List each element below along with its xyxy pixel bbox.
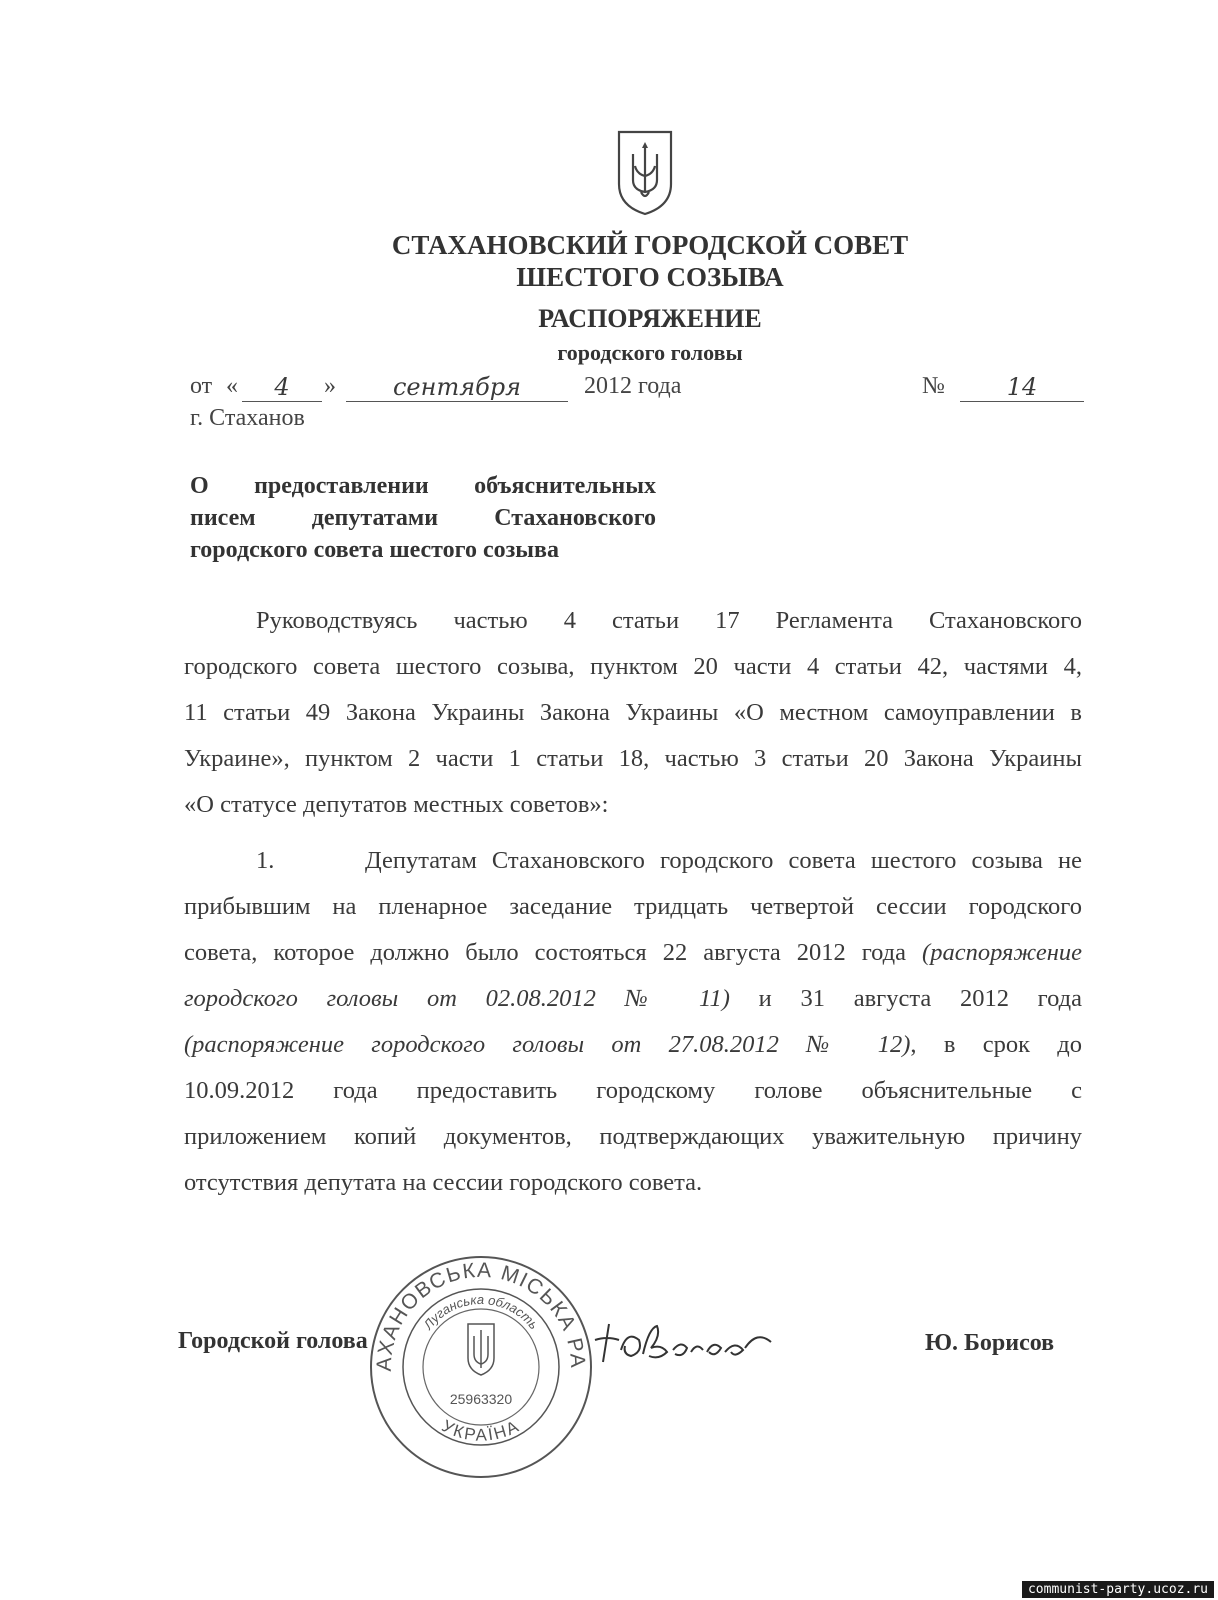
svg-text:Луганська область: Луганська область (420, 1291, 542, 1333)
date-number-line (190, 373, 1110, 413)
clause-line: отсутствия депутата на сессии городского совета. (184, 1169, 703, 1196)
clause-line: городского головы от 02.08.2012 № 11) и 31 августа 2012 года (184, 985, 1082, 1012)
clause-line: совета, которое должно было состояться 22 августа 2012 года (распоряжение (184, 939, 1082, 966)
handwritten-signature (585, 1300, 785, 1380)
preamble-line: Украине», пунктом 2 части 1 статьи 18, частью 3 статьи 20 Закона Украины (184, 745, 1082, 772)
trident-emblem-icon (613, 128, 677, 216)
from-label: от (190, 373, 213, 399)
preamble-line: «О статусе депутатов местных советов»: (184, 791, 609, 818)
close-quote: » (324, 373, 336, 399)
source-watermark: communist-party.ucoz.ru (1022, 1581, 1214, 1598)
signatory-name: Ю. Борисов (925, 1330, 1055, 1356)
preamble-line: 11 статьи 49 Закона Украины Закона Украины «О местном самоуправлении в (184, 699, 1082, 726)
document-subject (190, 470, 656, 566)
clause-line: 1. Депутатам Стахановского городского совета шестого созыва не (256, 847, 1082, 874)
preamble-line: городского совета шестого созыва, пунктом 20 части 4 статьи 42, частями 4, (184, 653, 1082, 680)
council-convocation: ШЕСТОГО СОЗЫВА (516, 262, 784, 292)
subject-line: О предоставлении объяснительных (190, 473, 656, 499)
number-label: № (922, 373, 945, 399)
clause-line: прибывшим на пленарное заседание тридцать четвертой сессии городского (184, 893, 1082, 920)
subject-line: городского совета шестого созыва (190, 537, 559, 563)
clause-line: (распоряжение городского головы от 27.08.2012 № 12), в срок до (184, 1031, 1082, 1058)
signatory-position: Городской голова (178, 1328, 368, 1354)
date-year: 2012 года (584, 373, 682, 399)
subject-line: писем депутатами Стахановского (190, 505, 656, 531)
city-name: г. Стаханов (190, 405, 305, 431)
document-type: РАСПОРЯЖЕНИЕ (538, 304, 762, 333)
document-subtype: городского головы (557, 340, 743, 365)
open-quote: « (226, 373, 238, 399)
date-day: 4 (242, 373, 322, 402)
svg-text:25963320: 25963320 (449, 1391, 513, 1407)
preamble-line: Руководствуясь частью 4 статьи 17 Регламента Стахановского (256, 607, 1082, 634)
document-body (184, 598, 1082, 1206)
council-title: СТАХАНОВСКИЙ ГОРОДСКОЙ СОВЕТ (391, 230, 909, 260)
clause-line: 10.09.2012 года предоставить городскому голове объяснительные с (184, 1077, 1082, 1104)
date-month: сентября (346, 373, 568, 402)
document-number: 14 (960, 373, 1084, 402)
official-seal (368, 1254, 594, 1480)
clause-line: приложением копий документов, подтверждающих уважительную причину (184, 1123, 1082, 1150)
svg-text:УКРАЇНА: УКРАЇНА (438, 1416, 524, 1445)
svg-text:СТАХАНОВСЬКА МІСЬКА РАДА: АХАНОВСЬКА МІСЬКА РА (372, 1258, 590, 1372)
